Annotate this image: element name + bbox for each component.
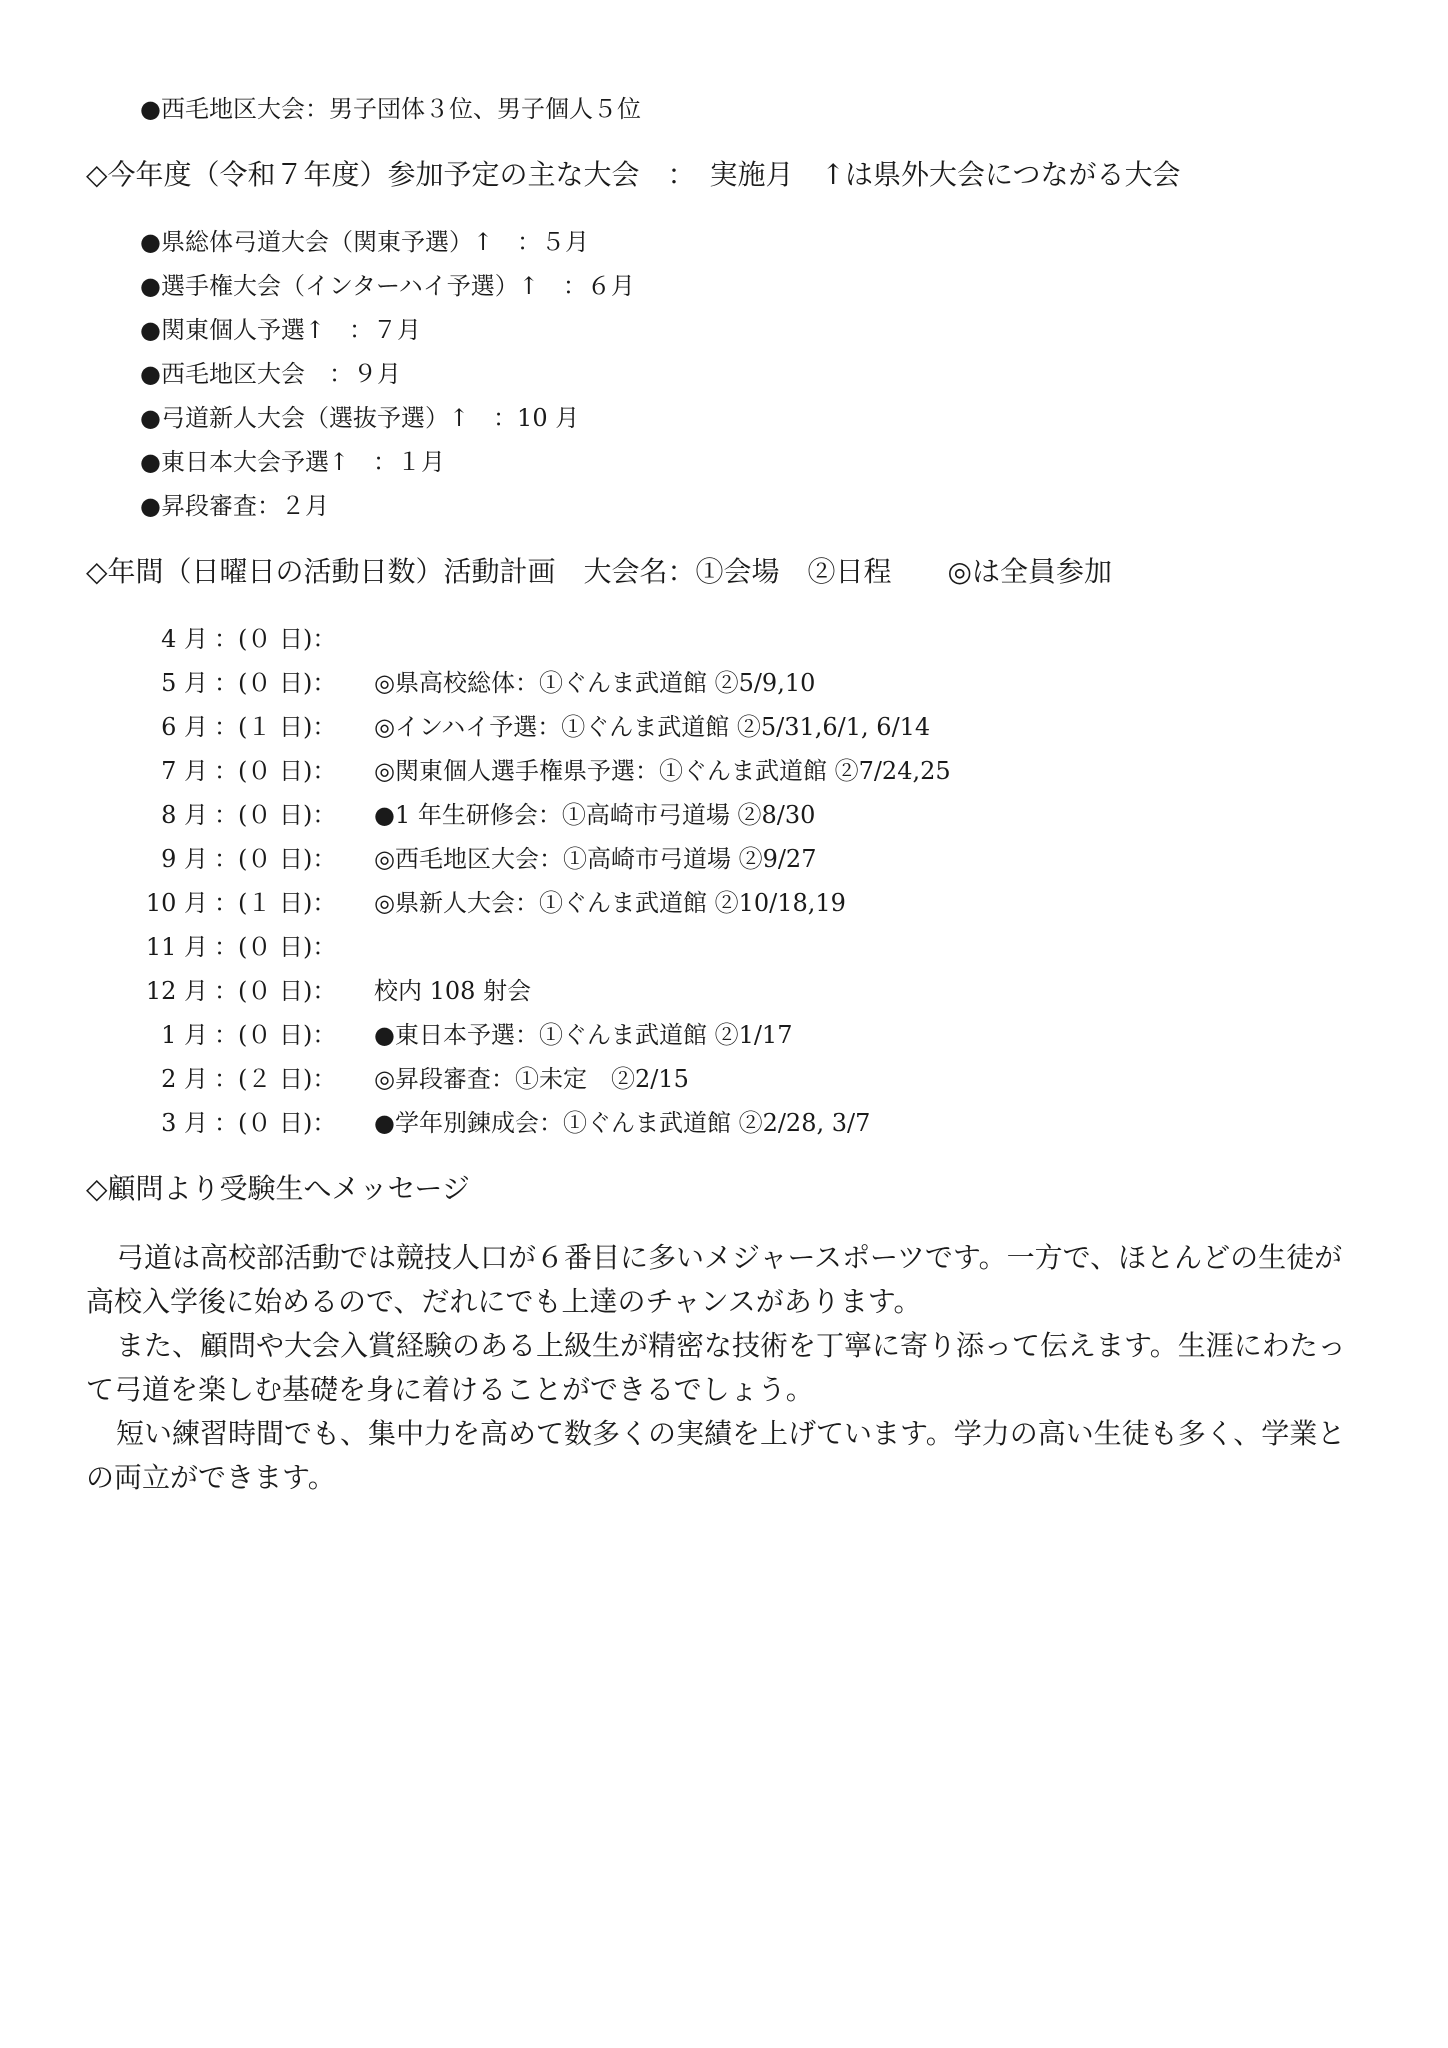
plan-event: 校内 108 射会: [374, 977, 532, 1005]
plan-month: 4 月: [161, 625, 208, 653]
plan-month: 1 月: [161, 1021, 208, 1049]
plan-event: ●学年別錬成会：①ぐんま武道館 ②2/28, 3/7: [374, 1109, 871, 1137]
plan-days: ：(０ 日)：: [214, 669, 337, 697]
message-heading: ◇顧問より受験生へメッセージ: [86, 1172, 470, 1205]
plan-event: ◎西毛地区大会：①高崎市弓道場 ②9/27: [374, 845, 817, 873]
plan-event: ●東日本予選：①ぐんま武道館 ②1/17: [374, 1021, 793, 1049]
plan-month: 6 月: [161, 713, 208, 741]
tournament-item: ●関東個人予選↑ ：７月: [140, 316, 422, 344]
tournament-item: ●東日本大会予選↑ ：１月: [140, 448, 446, 476]
plan-month: 12 月: [145, 977, 208, 1005]
plan-days: ：(０ 日)：: [214, 801, 337, 829]
plan-row: [116, 932, 374, 962]
plan-days: ：(２ 日)：: [214, 1065, 337, 1093]
message-paragraph: 短い練習時間でも、集中力を高めて数多くの実績を上げています。学力の高い生徒も多く、学業との両立ができます。: [86, 1417, 1346, 1494]
plan-event: ◎インハイ予選：①ぐんま武道館 ②5/31,6/1, 6/14: [374, 713, 931, 741]
plan-days: ：(０ 日)：: [214, 757, 337, 785]
plan-days: ：(０ 日)：: [214, 625, 337, 653]
plan-month: 11 月: [145, 933, 208, 961]
message-body: [86, 1236, 1370, 1500]
plan-days: ：(０ 日)：: [214, 933, 337, 961]
plan-month: 2 月: [161, 1065, 208, 1093]
plan-month: 8 月: [161, 801, 208, 829]
plan-row: [116, 668, 815, 698]
message-paragraph: 弓道は高校部活動では競技人口が６番目に多いメジャースポーツです。一方で、ほとんどの生徒が高校入学後に始めるので、だれにでも上達のチャンスがあります。: [86, 1241, 1343, 1318]
plan-days: ：(０ 日)：: [214, 845, 337, 873]
plan-event: ◎関東個人選手権県予選：①ぐんま武道館 ②7/24,25: [374, 757, 951, 785]
tournament-item: ●県総体弓道大会（関東予選）↑ ：５月: [140, 228, 590, 256]
plan-row: [116, 756, 951, 786]
tournament-item: ●西毛地区大会 ：９月: [140, 360, 401, 388]
plan-row: [116, 1064, 689, 1094]
plan-days: ：(１ 日)：: [214, 713, 337, 741]
plan-event: ●1 年生研修会：①高崎市弓道場 ②8/30: [374, 801, 816, 829]
plan-month: 3 月: [161, 1109, 208, 1137]
plan-row: [116, 844, 816, 874]
plan-row: [116, 1020, 792, 1050]
plan-row: [116, 624, 374, 654]
plan-event: ◎昇段審査：①未定 ②2/15: [374, 1065, 689, 1093]
plan-days: ：(１ 日)：: [214, 889, 337, 917]
plan-heading: ◇年間（日曜日の活動日数）活動計画 大会名：①会場 ②日程 ◎は全員参加: [86, 555, 1112, 588]
plan-row: [116, 976, 531, 1006]
plan-row: [116, 800, 815, 830]
plan-days: ：(０ 日)：: [214, 1109, 337, 1137]
tournaments-heading: ◇今年度（令和７年度）参加予定の主な大会 ： 実施月 ↑は県外大会につながる大会: [86, 158, 1181, 191]
plan-row: [116, 712, 930, 742]
plan-month: 7 月: [161, 757, 208, 785]
plan-days: ：(０ 日)：: [214, 1021, 337, 1049]
plan-row: [116, 888, 846, 918]
tournament-item: ●弓道新人大会（選抜予選）↑ ：10 月: [140, 404, 580, 432]
plan-month: 10 月: [145, 889, 208, 917]
plan-row: [116, 1108, 870, 1138]
plan-month: 5 月: [161, 669, 208, 697]
tournament-item: ●選手権大会（インターハイ予選）↑ ：６月: [140, 272, 635, 300]
plan-days: ：(０ 日)：: [214, 977, 337, 1005]
plan-month: 9 月: [161, 845, 208, 873]
result-item: ●西毛地区大会：男子団体３位、男子個人５位: [140, 95, 641, 123]
message-paragraph: また、顧問や大会入賞経験のある上級生が精密な技術を丁寧に寄り添って伝えます。生涯にわたって弓道を楽しむ基礎を身に着けることができるでしょう。: [86, 1329, 1346, 1406]
tournament-item: ●昇段審査：２月: [140, 492, 329, 520]
plan-event: ◎県新人大会：①ぐんま武道館 ②10/18,19: [374, 889, 846, 917]
plan-event: ◎県高校総体：①ぐんま武道館 ②5/9,10: [374, 669, 816, 697]
